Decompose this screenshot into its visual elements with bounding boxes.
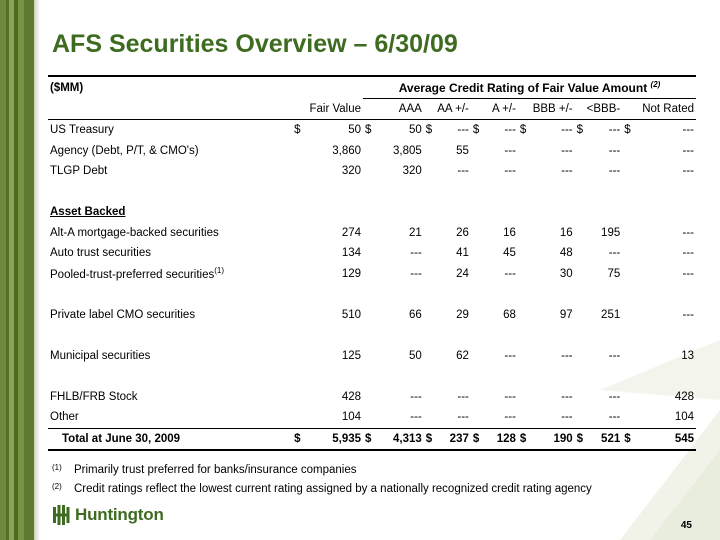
table-cell: --- (682, 144, 694, 157)
currency-symbol (471, 141, 485, 162)
footnote-mark: (1) (52, 463, 62, 472)
table-cell: 50 (348, 124, 362, 137)
row-label (48, 161, 292, 182)
page-title: AFS Securities Overview – 6/30/09 (52, 30, 458, 58)
table-cell: 97 (559, 308, 573, 321)
header-spacer (48, 98, 292, 120)
column-header: Not Rated (622, 98, 696, 120)
table-row (48, 407, 696, 428)
table-cell: --- (561, 165, 573, 178)
table-cell: --- (410, 390, 422, 403)
table-cell: 3,860 (332, 144, 362, 157)
table-cell: 13 (681, 349, 694, 362)
currency-symbol: $ (424, 428, 438, 450)
currency-symbol (518, 264, 532, 285)
currency-symbol (471, 305, 485, 326)
table-cell: 62 (456, 349, 469, 362)
table-cell: 21 (409, 226, 422, 239)
column-header: <BBB- (575, 98, 623, 120)
group-header-text: Average Credit Rating of Fair Value Amount (398, 80, 648, 95)
table-row (48, 202, 696, 223)
table-cell: --- (561, 124, 573, 137)
table-cell: --- (504, 390, 516, 403)
table-cell: --- (561, 144, 573, 157)
table-cell: 55 (456, 144, 469, 157)
currency-symbol (471, 346, 485, 367)
currency-symbol (622, 223, 636, 244)
currency-symbol (622, 407, 636, 428)
table-cell: --- (457, 390, 469, 403)
table-row (48, 243, 696, 264)
currency-symbol: $ (575, 428, 589, 450)
table-cell: --- (504, 267, 516, 280)
currency-symbol (292, 223, 306, 244)
currency-symbol (424, 141, 438, 162)
footnote-text: Credit ratings reflect the lowest current rating assigned by a nationally recognized credit rating agency (74, 483, 592, 495)
total-row (48, 428, 696, 450)
currency-symbol (518, 223, 532, 244)
currency-symbol (363, 387, 377, 408)
currency-symbol (575, 223, 589, 244)
total-cell: 5,935 (306, 428, 363, 450)
table-cell: 50 (409, 349, 422, 362)
currency-symbol (363, 161, 377, 182)
currency-symbol (622, 141, 636, 162)
column-header: Fair Value (292, 98, 363, 120)
currency-symbol (622, 243, 636, 264)
currency-symbol (622, 264, 636, 285)
currency-symbol (424, 264, 438, 285)
header-spacer (292, 76, 306, 98)
currency-symbol (292, 305, 306, 326)
currency-symbol (575, 387, 589, 408)
table-cell: 320 (402, 165, 422, 178)
column-header: BBB +/- (518, 98, 575, 120)
row-label-text: Private label CMO securities (50, 308, 196, 321)
row-label (48, 305, 292, 326)
column-header-row (48, 98, 696, 120)
table-cell: --- (682, 226, 694, 239)
footnotes (52, 464, 592, 502)
table-cell: --- (608, 124, 621, 137)
row-label (48, 141, 292, 162)
row-label-text: Other (50, 411, 79, 424)
currency-symbol (292, 264, 306, 285)
row-label (48, 346, 292, 367)
currency-symbol (622, 161, 636, 182)
table-cell: 30 (559, 267, 573, 280)
table-cell: --- (561, 411, 573, 424)
currency-symbol (471, 264, 485, 285)
currency-symbol (424, 223, 438, 244)
table-cell: 26 (456, 226, 469, 239)
currency-symbol (518, 305, 532, 326)
table-cell: 16 (559, 226, 573, 239)
currency-symbol: $ (519, 124, 527, 137)
header-spacer (306, 76, 363, 98)
page-number: 45 (680, 520, 692, 531)
currency-symbol (518, 141, 532, 162)
table-header-row (48, 76, 696, 98)
currency-symbol (471, 407, 485, 428)
currency-symbol (471, 387, 485, 408)
currency-symbol (575, 141, 589, 162)
currency-symbol (363, 346, 377, 367)
currency-symbol: $ (518, 428, 532, 450)
group-header (363, 76, 696, 98)
table-cell: --- (457, 165, 469, 178)
currency-symbol (471, 223, 485, 244)
table-cell: 75 (607, 267, 621, 280)
currency-symbol: $ (294, 124, 301, 137)
table-cell: 428 (341, 390, 362, 403)
row-label-text: Municipal securities (50, 349, 151, 362)
currency-symbol (518, 387, 532, 408)
currency-symbol (424, 346, 438, 367)
table-cell: 50 (409, 124, 422, 137)
table-cell: 66 (409, 308, 422, 321)
table-row (48, 346, 696, 367)
table-cell: --- (410, 411, 422, 424)
table-cell: 29 (456, 308, 469, 321)
currency-symbol (575, 407, 589, 428)
currency-symbol (575, 346, 589, 367)
currency-symbol (471, 161, 485, 182)
row-label (48, 120, 292, 141)
table-row (48, 264, 696, 285)
total-label: Total at June 30, 2009 (48, 428, 292, 450)
currency-symbol: $ (365, 124, 372, 137)
table-cell: --- (682, 247, 694, 260)
currency-symbol (292, 387, 306, 408)
footnote-mark: (2) (52, 482, 62, 491)
table-cell: 68 (503, 308, 516, 321)
table-cell: --- (608, 144, 621, 157)
currency-symbol: $ (472, 124, 480, 137)
currency-symbol (363, 407, 377, 428)
row-label-text: FHLB/FRB Stock (50, 390, 138, 403)
currency-symbol: $ (622, 428, 636, 450)
currency-symbol (518, 407, 532, 428)
table-cell: --- (682, 124, 694, 137)
table-cell: --- (608, 165, 621, 178)
spacer-row (48, 182, 696, 203)
row-label-note: (1) (214, 266, 225, 276)
footnote-2 (52, 483, 592, 502)
table-cell: 251 (601, 308, 621, 321)
spacer-cell (48, 325, 696, 346)
row-label-text: Alt-A mortgage-backed securities (50, 226, 219, 239)
table-cell: --- (457, 124, 469, 137)
total-cell: 521 (589, 428, 623, 450)
table-row (48, 387, 696, 408)
table-cell: --- (608, 411, 621, 424)
table-cell: 129 (341, 267, 362, 280)
spacer-row (48, 284, 696, 305)
table-cell: --- (410, 247, 422, 260)
brand-name: Huntington (75, 505, 164, 524)
currency-symbol: $ (425, 124, 433, 137)
total-cell: 128 (485, 428, 518, 450)
table-cell: --- (608, 390, 621, 403)
currency-symbol (471, 243, 485, 264)
table-cell: 48 (559, 247, 573, 260)
table-row (48, 120, 696, 141)
currency-symbol (575, 161, 589, 182)
currency-symbol (575, 305, 589, 326)
total-cell: 545 (636, 428, 696, 450)
table-cell: 134 (341, 247, 362, 260)
row-label (48, 387, 292, 408)
table-row (48, 161, 696, 182)
currency-symbol (363, 264, 377, 285)
currency-symbol: $ (624, 124, 631, 137)
row-label-text: TLGP Debt (50, 165, 108, 178)
table-cell: --- (457, 411, 469, 424)
currency-symbol (424, 161, 438, 182)
afs-securities-table (48, 75, 696, 451)
table-cell: --- (561, 349, 573, 362)
row-label-text: US Treasury (50, 124, 114, 137)
table-cell: 510 (341, 308, 362, 321)
currency-symbol (518, 161, 532, 182)
row-label-text: Pooled-trust-preferred securities (50, 269, 215, 282)
table-cell: 16 (503, 226, 516, 239)
column-header: AAA (363, 98, 424, 120)
column-header: AA +/- (424, 98, 471, 120)
spacer-cell (48, 366, 696, 387)
table-cell: 320 (341, 165, 362, 178)
currency-symbol: $ (292, 428, 306, 450)
row-label-text: Agency (Debt, P/T, & CMO's) (50, 144, 199, 157)
table-cell: --- (410, 267, 422, 280)
table-cell: 104 (341, 411, 362, 424)
row-label-text: Auto trust securities (50, 247, 151, 260)
currency-symbol (363, 223, 377, 244)
table-row (48, 141, 696, 162)
spacer-cell (48, 284, 696, 305)
table-cell: 24 (456, 267, 469, 280)
units-label: ($MM) (50, 81, 84, 94)
total-cell: 237 (438, 428, 471, 450)
total-cell: 4,313 (377, 428, 424, 450)
currency-symbol (424, 387, 438, 408)
footnote-1 (52, 464, 592, 483)
table-cell: --- (504, 124, 516, 137)
currency-symbol (424, 243, 438, 264)
table-cell: 104 (674, 411, 694, 424)
table-cell: --- (608, 349, 621, 362)
table-cell: --- (504, 349, 516, 362)
section-label: Asset Backed (50, 206, 126, 219)
table-cell: 428 (674, 390, 694, 403)
currency-symbol (292, 141, 306, 162)
table-cell: 3,805 (393, 144, 422, 157)
table-cell: 274 (341, 226, 362, 239)
table-cell: --- (504, 411, 516, 424)
currency-symbol (363, 305, 377, 326)
currency-symbol (622, 305, 636, 326)
table-cell: --- (561, 390, 573, 403)
table-row (48, 305, 696, 326)
row-label (48, 407, 292, 428)
currency-symbol (622, 346, 636, 367)
currency-symbol: $ (471, 428, 485, 450)
table-cell: --- (608, 247, 621, 260)
spacer-row (48, 325, 696, 346)
table-cell: 45 (503, 247, 516, 260)
spacer-row (48, 366, 696, 387)
table-cell: --- (504, 165, 516, 178)
currency-symbol (363, 141, 377, 162)
row-label (48, 223, 292, 244)
currency-symbol (292, 346, 306, 367)
row-label (48, 264, 292, 285)
currency-symbol: $ (576, 124, 584, 137)
huntington-logo-icon (52, 505, 70, 525)
table-cell: --- (682, 165, 694, 178)
currency-symbol (622, 387, 636, 408)
table-cell: 195 (601, 226, 621, 239)
row-label (48, 243, 292, 264)
group-header-note: (2) (650, 79, 661, 89)
currency-symbol (575, 264, 589, 285)
footnote-text: Primarily trust preferred for banks/insurance companies (74, 464, 357, 476)
currency-symbol (518, 243, 532, 264)
currency-symbol (575, 243, 589, 264)
currency-symbol (292, 243, 306, 264)
currency-symbol (363, 243, 377, 264)
column-header: A +/- (471, 98, 518, 120)
table-cell: --- (682, 267, 694, 280)
huntington-logo (52, 505, 164, 525)
table-row (48, 223, 696, 244)
decorative-sidebar (0, 0, 34, 540)
table-cell: --- (682, 308, 694, 321)
currency-symbol: $ (363, 428, 377, 450)
currency-symbol (424, 407, 438, 428)
total-cell: 190 (532, 428, 575, 450)
spacer-cell (48, 182, 696, 203)
table-cell: 41 (456, 247, 469, 260)
sidebar-edge (34, 0, 40, 540)
currency-symbol (518, 346, 532, 367)
currency-symbol (292, 407, 306, 428)
table-cell: 125 (341, 349, 362, 362)
currency-symbol (424, 305, 438, 326)
table-cell: --- (504, 144, 516, 157)
currency-symbol (292, 161, 306, 182)
